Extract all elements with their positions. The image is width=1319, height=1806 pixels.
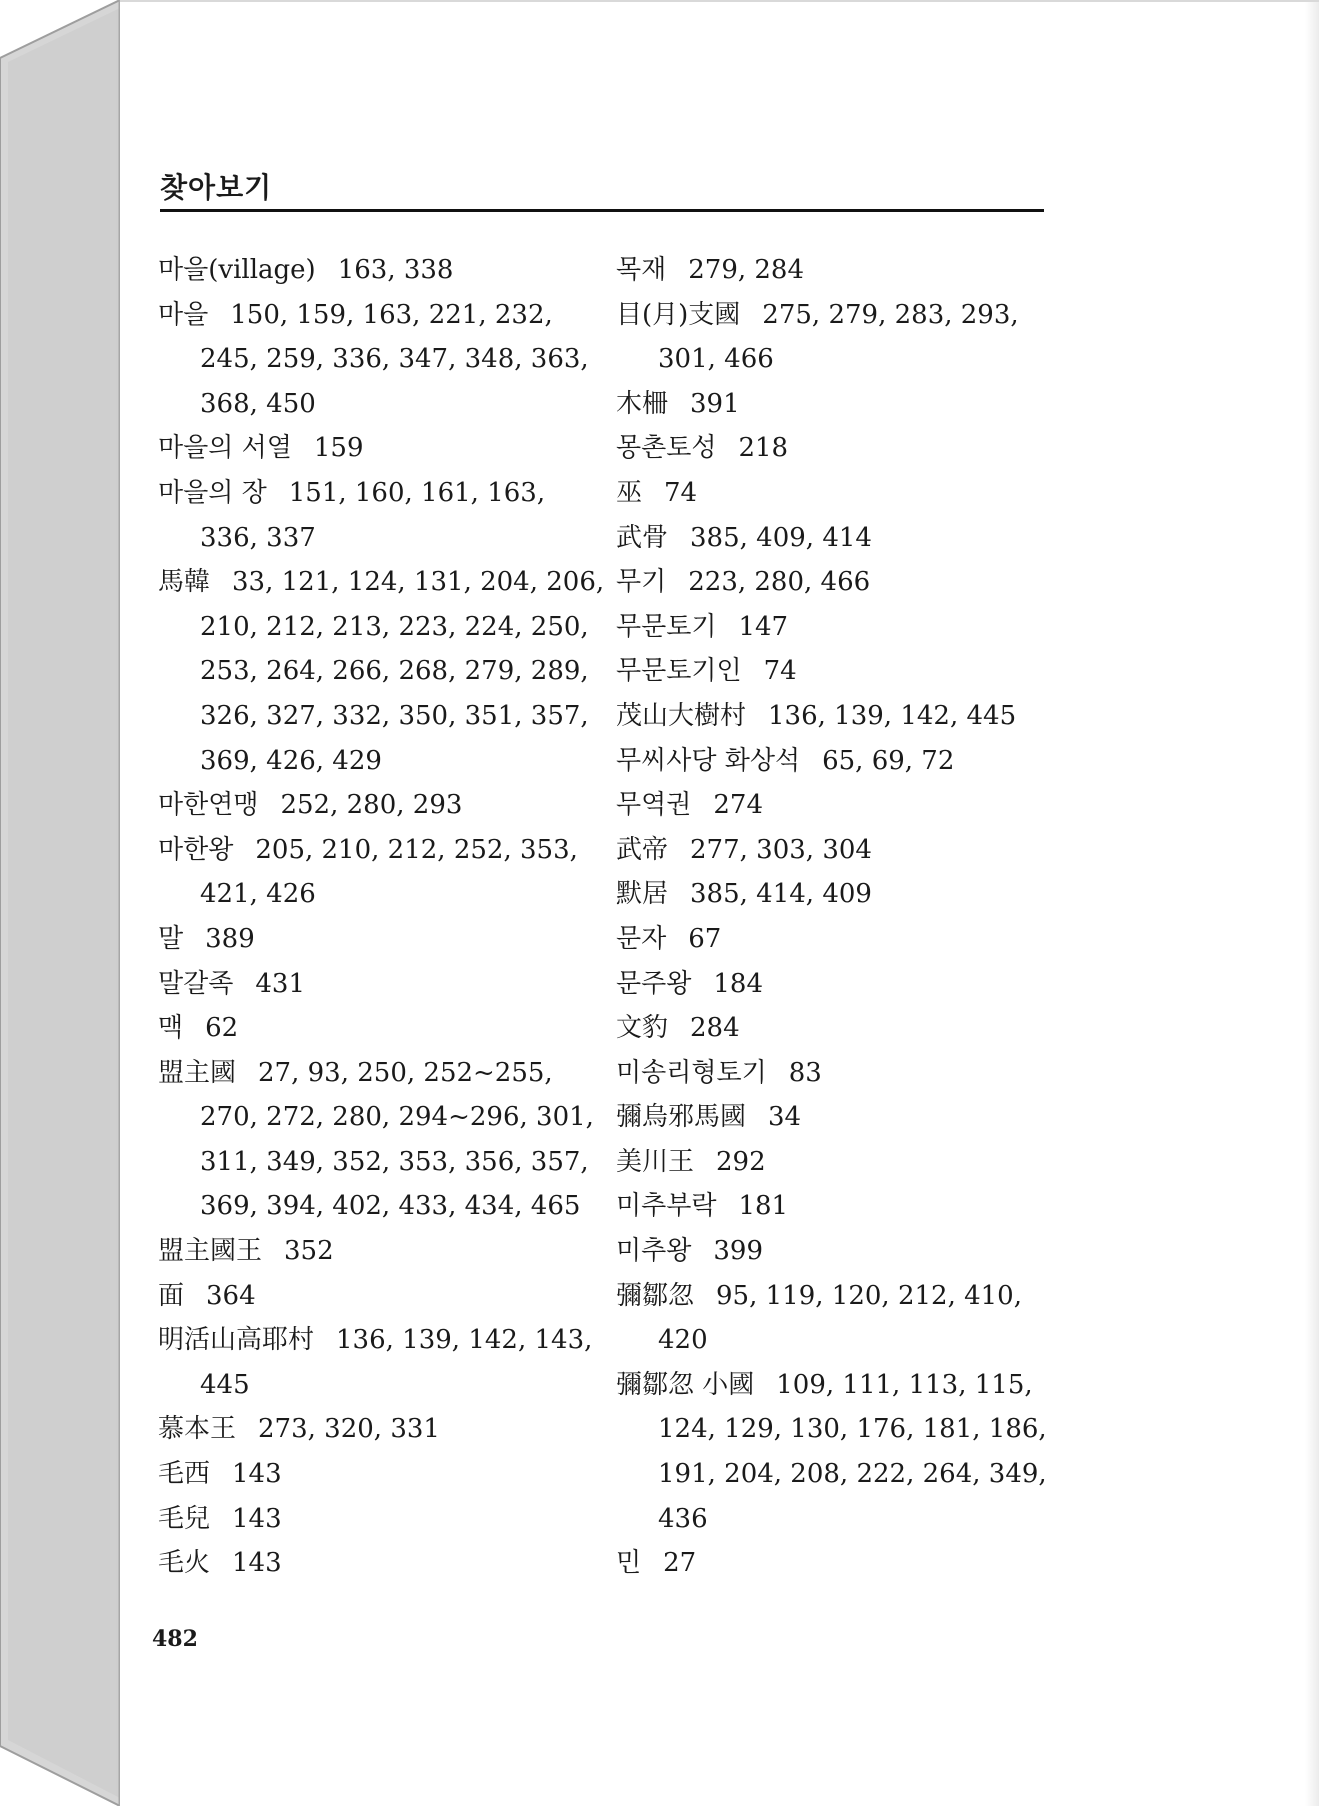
index-term: 문주왕	[616, 968, 692, 999]
index-entry	[616, 1006, 1056, 1051]
index-page-refs: 301, 466	[658, 344, 774, 375]
header-rule	[160, 209, 1044, 212]
index-page-refs: 67	[688, 923, 722, 954]
index-page-refs: 391	[690, 388, 740, 419]
index-entry	[158, 293, 598, 427]
index-page-refs: 336, 337	[200, 522, 316, 553]
index-page-refs: 143	[232, 1548, 282, 1579]
index-entry	[158, 1452, 598, 1497]
index-term: 美川王	[616, 1146, 695, 1177]
index-entry	[158, 1229, 598, 1274]
index-page-refs: 284	[690, 1013, 740, 1044]
index-entry	[158, 248, 598, 293]
index-entry	[616, 560, 1056, 605]
index-term: 무문토기인	[616, 656, 742, 687]
index-entry	[616, 739, 1056, 784]
index-page-refs: 136, 139, 142, 143,	[336, 1325, 593, 1356]
page-number: 482	[152, 1626, 198, 1652]
index-page-refs: 385, 409, 414	[690, 522, 872, 553]
index-page-refs: 143	[232, 1459, 282, 1490]
index-page-refs: 352	[284, 1236, 334, 1267]
index-page-refs: 245, 259, 336, 347, 348, 363,	[200, 344, 589, 375]
index-page-refs: 369, 394, 402, 433, 434, 465	[200, 1191, 581, 1222]
index-column-right	[616, 248, 1056, 1586]
index-term: 마을의 서열	[158, 433, 292, 464]
index-page-refs: 191, 204, 208, 222, 264, 349,	[658, 1459, 1047, 1490]
index-term: 마을	[158, 299, 209, 330]
index-entry	[616, 605, 1056, 650]
index-term: 文豹	[616, 1013, 669, 1044]
index-term: 武骨	[616, 522, 669, 553]
index-entry	[158, 560, 605, 783]
index-entry	[616, 783, 1056, 828]
index-term: 무기	[616, 567, 667, 598]
index-entry	[616, 1229, 1056, 1274]
index-page-refs: 274	[713, 790, 763, 821]
index-entry	[616, 1095, 1056, 1140]
index-entry	[158, 471, 598, 560]
index-page-refs: 95, 119, 120, 212, 410,	[716, 1280, 1022, 1311]
index-page-refs: 150, 159, 163, 221, 232,	[230, 299, 553, 330]
index-page-refs: 74	[664, 477, 698, 508]
index-term: 武帝	[616, 834, 669, 865]
index-page-refs: 279, 284	[688, 255, 805, 285]
index-entry	[616, 426, 1056, 471]
index-term: 盟主國王	[158, 1236, 263, 1267]
index-term: 面	[158, 1280, 185, 1311]
index-term: 明活山高耶村	[158, 1325, 315, 1356]
index-page-refs: 420	[658, 1325, 708, 1356]
index-entry	[616, 649, 1056, 694]
index-term: 무씨사당 화상석	[616, 745, 801, 776]
index-entry	[158, 1318, 598, 1407]
index-entry	[158, 1541, 598, 1586]
book-spine	[0, 0, 120, 1806]
index-page-refs: 253, 264, 266, 268, 279, 289,	[200, 656, 589, 687]
index-term: 마을의 장	[158, 477, 267, 508]
index-entry	[616, 694, 1056, 739]
index-page-refs: 421, 426	[200, 879, 316, 910]
index-page-refs: 109, 111, 113, 115,	[776, 1369, 1033, 1400]
index-term: 마한연맹	[158, 790, 259, 821]
index-term: 마한왕	[158, 834, 234, 865]
index-entry	[158, 1274, 598, 1319]
index-term: 미추왕	[616, 1236, 692, 1267]
index-term: 彌鄒忽	[616, 1280, 695, 1311]
index-term: 말	[158, 923, 184, 954]
index-page-refs: 445	[200, 1369, 250, 1400]
index-page-refs: 65, 69, 72	[822, 745, 955, 776]
index-page-refs: 431	[255, 968, 305, 999]
index-page-refs: 74	[763, 656, 797, 687]
index-entry	[158, 917, 598, 962]
index-term: 茂山大樹村	[616, 700, 747, 731]
index-page-refs: 292	[716, 1146, 766, 1177]
index-entry	[616, 248, 1056, 293]
index-entry	[616, 1184, 1056, 1229]
index-page-refs: 218	[738, 433, 789, 464]
index-entry	[158, 1051, 598, 1229]
index-term: 目(月)支國	[616, 299, 741, 330]
index-column-left	[158, 248, 605, 1586]
index-entry	[616, 962, 1056, 1007]
index-term: 盟主國	[158, 1057, 237, 1088]
index-term: 맥	[158, 1013, 184, 1044]
index-page-refs: 205, 210, 212, 252, 353,	[255, 834, 578, 865]
index-page-refs: 252, 280, 293	[280, 790, 463, 821]
index-page-refs: 143	[232, 1503, 282, 1534]
index-page-refs: 27	[663, 1548, 697, 1579]
index-page-refs: 270, 272, 280, 294~296, 301,	[200, 1102, 594, 1133]
index-term: 말갈족	[158, 968, 234, 999]
index-page-refs: 136, 139, 142, 445	[768, 700, 1017, 731]
index-term: 문자	[616, 923, 667, 954]
index-term: 민	[616, 1548, 642, 1579]
index-term: 몽촌토성	[616, 433, 717, 464]
index-entry	[616, 917, 1056, 962]
index-term: 彌鄒忽 小國	[616, 1369, 755, 1400]
index-term: 목재	[616, 255, 667, 285]
index-page-refs: 223, 280, 466	[688, 567, 871, 598]
index-page-refs: 184	[713, 968, 763, 999]
index-page-refs: 277, 303, 304	[690, 834, 872, 865]
index-term: 미추부락	[616, 1191, 717, 1222]
index-term: 毛西	[158, 1459, 211, 1490]
index-page-refs: 151, 160, 161, 163,	[288, 477, 546, 508]
index-page-refs: 436	[658, 1503, 708, 1534]
index-term: 毛兒	[158, 1503, 211, 1534]
index-entry	[158, 828, 598, 917]
index-page-refs: 275, 279, 283, 293,	[762, 299, 1019, 330]
index-term: 彌烏邪馬國	[616, 1102, 747, 1133]
index-entry	[616, 1274, 1056, 1363]
index-term: 木柵	[616, 388, 669, 419]
index-page-refs: 210, 212, 213, 223, 224, 250,	[200, 611, 589, 642]
index-term: 默居	[616, 879, 669, 910]
index-page-refs: 273, 320, 331	[258, 1414, 440, 1445]
index-term: 馬韓	[158, 567, 211, 598]
index-entry	[616, 1363, 1056, 1541]
index-entry	[616, 872, 1056, 917]
index-entry	[158, 1497, 598, 1542]
index-entry	[158, 962, 598, 1007]
index-term: 마을(village)	[158, 255, 316, 285]
index-page-refs: 311, 349, 352, 353, 356, 357,	[200, 1146, 589, 1177]
index-entry	[158, 1006, 598, 1051]
index-term: 무역권	[616, 790, 692, 821]
index-page-refs: 34	[768, 1102, 802, 1133]
index-entry	[616, 516, 1056, 561]
index-entry	[616, 1541, 1056, 1586]
index-page-refs: 159	[313, 433, 364, 464]
index-page-refs: 389	[205, 923, 255, 954]
index-page-refs: 326, 327, 332, 350, 351, 357,	[200, 700, 589, 731]
index-page-refs: 27, 93, 250, 252~255,	[258, 1057, 553, 1088]
index-entry	[158, 426, 598, 471]
index-entry	[616, 471, 1056, 516]
index-term: 무문토기	[616, 611, 717, 642]
index-term: 毛火	[158, 1548, 211, 1579]
index-page-refs: 62	[205, 1013, 239, 1044]
index-term: 慕本王	[158, 1414, 237, 1445]
index-term: 미송리형토기	[616, 1057, 767, 1088]
index-entry	[616, 828, 1056, 873]
index-entry	[616, 1051, 1056, 1096]
index-page-refs: 368, 450	[200, 388, 316, 419]
index-page-refs: 181	[738, 1191, 789, 1222]
index-term: 巫	[616, 477, 643, 508]
index-page-refs: 147	[738, 611, 789, 642]
index-page-refs: 369, 426, 429	[200, 745, 382, 776]
index-page-refs: 33, 121, 124, 131, 204, 206,	[232, 567, 605, 598]
index-page-refs: 399	[713, 1236, 763, 1267]
index-page-refs: 364	[206, 1280, 256, 1311]
index-entry	[616, 1140, 1056, 1185]
index-entry	[616, 382, 1056, 427]
index-entry	[158, 783, 598, 828]
index-page-refs: 163, 338	[337, 255, 454, 285]
index-entry	[158, 1407, 598, 1452]
index-page-refs: 124, 129, 130, 176, 181, 186,	[658, 1414, 1047, 1445]
page-header-title: 찾아보기	[160, 171, 273, 204]
index-entry	[616, 293, 1056, 382]
index-page-refs: 385, 414, 409	[690, 879, 872, 910]
index-page-refs: 83	[788, 1057, 822, 1088]
